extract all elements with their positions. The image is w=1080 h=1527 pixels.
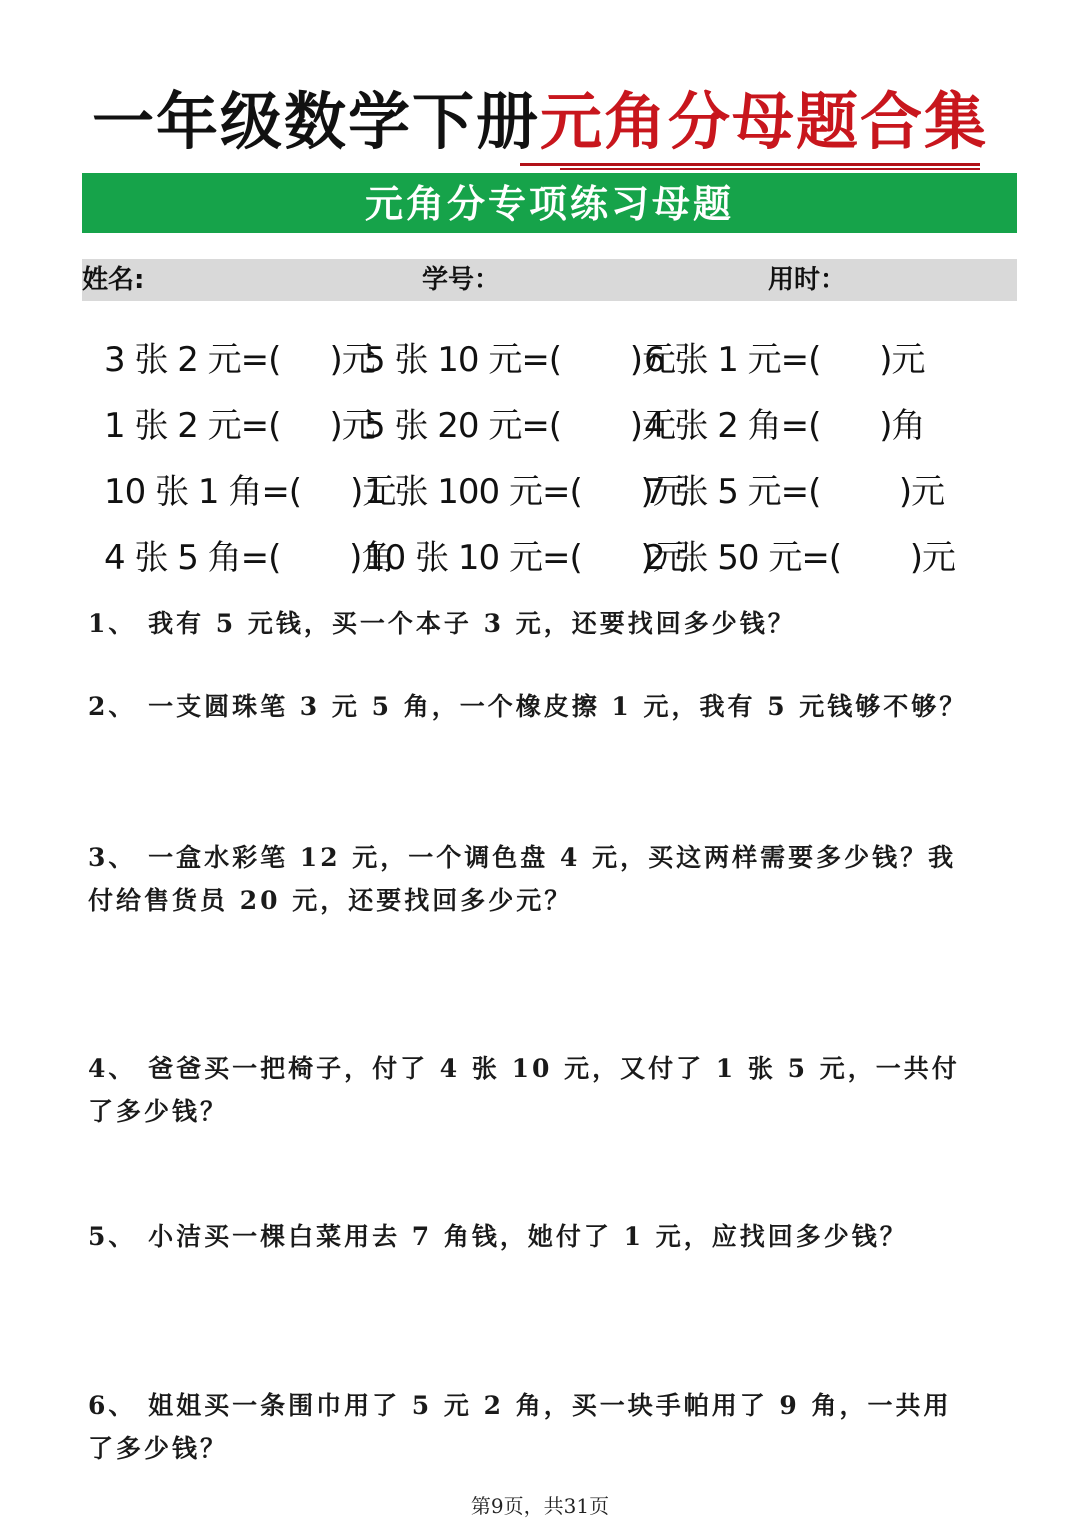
exercise-row [0,462,1080,522]
exercise-item: 4 张 5 角=( )角 [104,538,395,578]
title-underline-thin [560,168,980,170]
time-used-label: 用时： [768,265,847,295]
title-black: 一年级数学下册 [91,85,540,158]
page-title [0,82,1080,162]
exercise-item: 7 张 5 元=( )元 [644,472,945,512]
word-problem-3: 3、 一盒水彩笔 12 元，一个调色盘 4 元，买这两样需要多少钱？我付给售货员 20 元，还要找回多少元？ [88,843,957,915]
exercise-item: 10 张 1 角=( )元 [104,472,396,512]
name-label: 姓名: [82,265,145,295]
student-info-bar [82,259,1017,301]
exercise-item: 6 张 1 元=( )元 [644,340,925,380]
title-underline [520,163,980,166]
exercise-row [0,330,1080,390]
exercise-item: 5 张 20 元=( )元 [364,406,675,446]
exercise-row [0,396,1080,456]
word-problem-1: 1、 我有 5 元钱，买一个本子 3 元，还要找回多少钱？ [88,609,796,638]
exercise-item: 3 张 2 元=( )元 [104,340,375,380]
student-id-label: 学号： [422,265,501,295]
exercise-item: 2 张 50 元=( )元 [644,538,955,578]
exercise-item: 1 张 2 元=( )元 [104,406,375,446]
page-number: 第9页，共31页 [470,1494,610,1518]
title-red: 元角分母题合集 [540,85,989,158]
exercise-item: 1 张 100 元=( )元 [364,472,686,512]
section-banner [82,173,1017,233]
exercise-item: 5 张 10 元=( )元 [364,340,675,380]
word-problem-6: 6、 姐姐买一条围巾用了 5 元 2 角，买一块手帕用了 9 角，一共用了多少钱？ [88,1391,952,1463]
word-problem-5: 5、 小洁买一棵白菜用去 7 角钱，她付了 1 元，应找回多少钱？ [88,1222,908,1251]
exercise-item: 4 张 2 角=( )角 [644,406,925,446]
word-problem-2: 2、 一支圆珠笔 3 元 5 角，一个橡皮擦 1 元，我有 5 元钱够不够？ [88,692,968,721]
word-problem-4: 4、 爸爸买一把椅子，付了 4 张 10 元，又付了 1 张 5 元，一共付了多少钱？ [88,1054,960,1126]
banner-text: 元角分专项练习母题 [364,181,734,226]
exercise-item: 10 张 10 元=( )元 [364,538,686,578]
exercise-row [0,528,1080,588]
